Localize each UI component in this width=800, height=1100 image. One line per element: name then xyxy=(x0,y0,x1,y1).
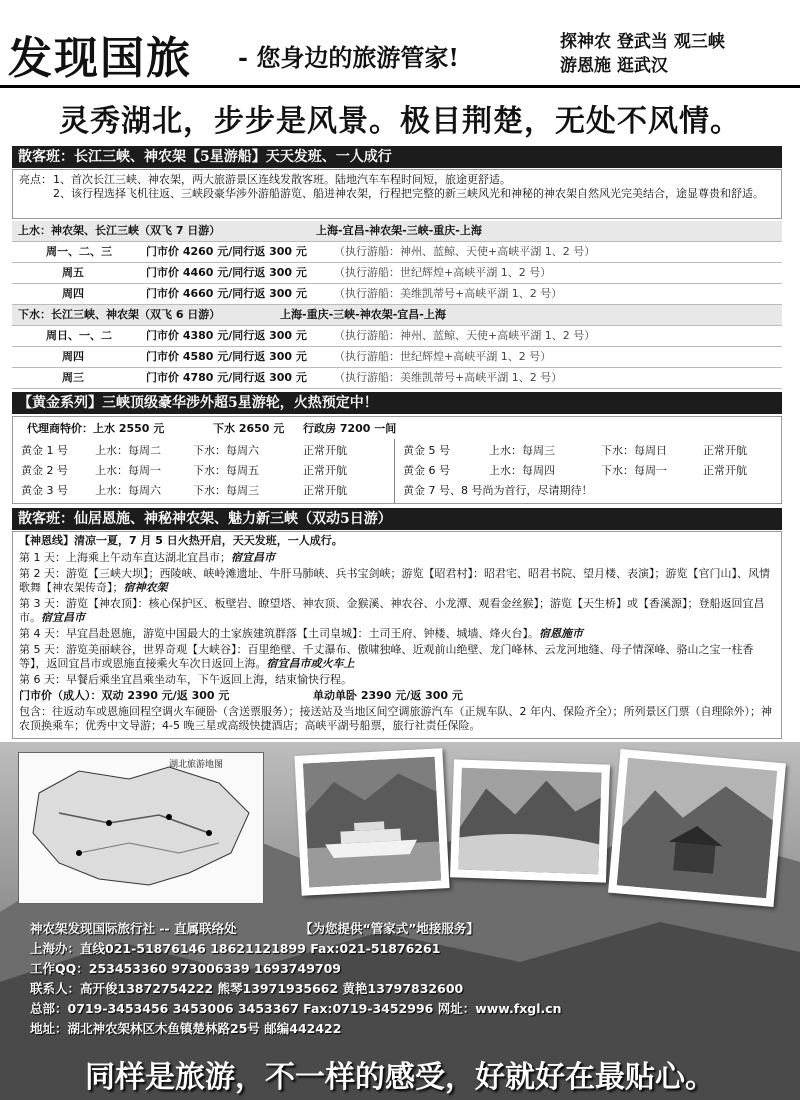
down-ship: （执行游船：神州、蓝鲸、天使+高峡平湖 1、2 号） xyxy=(334,329,596,342)
golden-ship-name: 黄金 5 号 xyxy=(403,444,450,457)
itinerary-day xyxy=(19,627,775,641)
golden-series xyxy=(12,416,782,504)
service-tag: 【为您提供“管家式”地接服务】 xyxy=(300,921,479,936)
photo-temple xyxy=(608,749,786,907)
header xyxy=(0,0,800,88)
up-row xyxy=(12,263,782,284)
up-title-row xyxy=(12,221,782,242)
address: 地址：湖北神农架林区木鱼镇楚林路25号 邮编442422 xyxy=(30,1021,342,1036)
shanghai-office: 上海办：直线021-51876146 18621121899 Fax:021-51876261 xyxy=(30,941,441,956)
admin-room: 行政房 7200 一间 xyxy=(303,422,397,435)
day-label: 第 6 天： xyxy=(19,673,66,686)
golden-up: 上水：每周一 xyxy=(95,464,161,477)
up-price: 门市价 4660 元/同行返 300 元 xyxy=(146,287,307,300)
golden-status: 正常开航 xyxy=(303,444,347,457)
up-day: 周四 xyxy=(62,287,84,300)
destinations-line-2: 游恩施 逛武汉 xyxy=(560,56,668,76)
day-text: 游览美丽峡谷，世界奇观【大峡谷】：百里绝壁、千丈瀑布、傲啸独峰、近观前山绝壁、龙门峰林、云龙河地缝、母子情深峰、骆山之宝一柱香等】，返回宜昌市或恩施直接乘火车次日返回上海。 xyxy=(19,643,754,670)
day-text: 上海乘上午动车直达湖北宜昌市； xyxy=(66,551,231,564)
golden-status: 正常开航 xyxy=(703,464,747,477)
agent-price: 代理商特价：上水 2550 元 xyxy=(27,422,165,435)
down-ship: （执行游船：世纪辉煌+高峡平湖 1、2 号） xyxy=(334,350,552,363)
down-title: 下水：长江三峡、神农架（双飞 6 日游） xyxy=(18,308,221,321)
up-day: 周一、二、三 xyxy=(46,245,112,258)
section-1-title: 散客班：长江三峡、神农架【5星游船】天天发班、一人成行 xyxy=(12,146,782,168)
up-price: 门市价 4260 元/同行返 300 元 xyxy=(146,245,307,258)
cruise-ship-image xyxy=(303,757,441,888)
down-route: 上海-重庆-三峡-神农架-宜昌-上海 xyxy=(280,308,446,321)
down-ship: （执行游船：美维凯蒂号+高峡平湖 1、2 号） xyxy=(334,371,563,384)
up-route: 上海-宜昌-神农架-三峡-重庆-上海 xyxy=(316,224,482,237)
golden-ship-name: 黄金 3 号 xyxy=(21,484,68,497)
up-row xyxy=(12,284,782,305)
column-divider xyxy=(394,439,395,503)
up-price: 门市价 4460 元/同行返 300 元 xyxy=(146,266,307,279)
section-3-title: 散客班：仙居恩施、神秘神农架、魅力新三峡（双动5日游） xyxy=(12,508,782,530)
golden-status: 正常开航 xyxy=(303,464,347,477)
footer-slogan: 同样是旅游，不一样的感受，好就好在最贴心。 xyxy=(85,1060,715,1095)
destinations xyxy=(560,30,796,78)
slogan: 灵秀湖北，步步是风景。极目荆楚，无处不风情。 xyxy=(59,104,741,139)
golden-ship-name: 黄金 6 号 xyxy=(403,464,450,477)
package-includes: 包含：往返动车或恩施回程空调火车硬卧（含送票服务）；接送站及当地区间空调旅游汽车（正规车队、2 年内、保险齐全）；所列景区门票（自理除外）；神农顶换乘车；优秀中文导游；4-5 晚三星或高级快捷酒店；高峡平湖号船票，旅行社责任保险。 xyxy=(19,705,772,732)
up-day: 周五 xyxy=(62,266,84,279)
day-label: 第 1 天： xyxy=(19,551,66,564)
temple-image xyxy=(617,758,778,899)
day-text: 早餐后乘坐宜昌乘坐动车，下午返回上海，结束愉快行程。 xyxy=(66,673,352,686)
price-single: 单动单卧 2390 元/返 300 元 xyxy=(313,689,463,702)
day-stay: 宿宜昌市或火车上 xyxy=(266,657,355,670)
down-day: 周四 xyxy=(62,350,84,363)
day-stay: 宿恩施市 xyxy=(539,627,583,640)
golden-status: 正常开航 xyxy=(303,484,347,497)
day-label: 第 2 天： xyxy=(19,567,66,580)
down-day: 周三 xyxy=(62,371,84,384)
golden-up: 上水：每周三 xyxy=(489,444,555,457)
itinerary-intro: 【神恩线】清凉一夏，7 月 5 日火热开启，天天发班，一人成行。 xyxy=(19,534,343,547)
price-label: 门市价（成人）：双动 2390 元/返 300 元 xyxy=(19,689,230,702)
day-text: 游览【三峡大坝】；西陵峡、峡岭滩遗址、牛肝马肺峡、兵书宝剑峡；游览【昭君村】：昭君宅、昭君书院、望月楼、表演】；游览【官门山】、风情歌舞【神农架传奇】； xyxy=(19,567,770,594)
itinerary-day xyxy=(19,551,775,565)
day-stay: 宿宜昌市 xyxy=(231,551,275,564)
itinerary-day xyxy=(19,567,775,595)
golden-down: 下水：每周三 xyxy=(193,484,259,497)
day-stay: 宿神农架 xyxy=(123,581,168,594)
golden-down: 下水：每周五 xyxy=(193,464,259,477)
down-title-row xyxy=(12,305,782,326)
day-text: 游览【神农顶】：核心保护区、板壁岩、瞭望塔、神农顶、金猴溪、神农谷、小龙潭、观看金丝猴】；游览【天生桥】或【香溪源】；登船返回宜昌市。 xyxy=(19,597,765,624)
golden-down: 下水：每周日 xyxy=(601,444,667,457)
day-stay: 宿宜昌市 xyxy=(41,611,85,624)
golden-note: 黄金 7 号、8 号尚为首行，尽请期待！ xyxy=(403,484,593,497)
headquarters: 总部：0719-3453456 3453006 3453367 Fax:0719-3452996 网址：www.fxgl.cn xyxy=(30,1001,562,1016)
section-2-title: 【黄金系列】三峡顶级豪华涉外超5星游轮，火热预定中！ xyxy=(12,392,782,414)
photo-gorge xyxy=(450,759,610,882)
itinerary-day xyxy=(19,673,775,687)
brand-title: 发现国旅 xyxy=(8,33,192,84)
itinerary-day xyxy=(19,643,775,671)
down-price: 门市价 4380 元/同行返 300 元 xyxy=(146,329,307,342)
company-name: 神农架发现国际旅行社 -- 直属联络处 xyxy=(30,921,237,936)
day-label: 第 4 天： xyxy=(19,627,66,640)
work-qq: 工作QQ：253453360 973006339 1693749709 xyxy=(30,961,341,976)
map-graphic xyxy=(19,753,263,903)
highlight-2: 2、该行程选择飞机往返、三峡段豪华涉外游船游览、船进神农架，行程把完整的新三峡风光和神秘的神农架自然风光完美结合，途显尊贵和舒适。 xyxy=(53,187,764,200)
up-ship: （执行游船：世纪辉煌+高峡平湖 1、2 号） xyxy=(334,266,552,279)
route-tables xyxy=(12,221,782,389)
highlight-1: 1、首次长江三峡、神农架，两大旅游景区连线发散客班。陆地汽车车程时间短，旅途更舒适。 xyxy=(53,173,511,186)
down-price: 门市价 4580 元/同行返 300 元 xyxy=(146,350,307,363)
day-label: 第 3 天： xyxy=(19,597,66,610)
down-row xyxy=(12,326,782,347)
golden-up: 上水：每周六 xyxy=(95,484,161,497)
itinerary xyxy=(12,531,782,739)
highlight-label: 亮点： xyxy=(19,173,52,186)
highlights xyxy=(12,169,782,219)
golden-down: 下水：每周一 xyxy=(601,464,667,477)
golden-down: 下水：每周六 xyxy=(193,444,259,457)
day-label: 第 5 天： xyxy=(19,643,66,656)
down-row xyxy=(12,368,782,389)
photo-cruise xyxy=(294,748,449,896)
down-day: 周日、一、二 xyxy=(46,329,112,342)
golden-status: 正常开航 xyxy=(703,444,747,457)
down-price: 门市价 4780 元/同行返 300 元 xyxy=(146,371,307,384)
hubei-map xyxy=(18,752,264,904)
golden-ship-name: 黄金 2 号 xyxy=(21,464,68,477)
up-title: 上水：神农架、长江三峡（双飞 7 日游） xyxy=(18,224,221,237)
golden-up: 上水：每周四 xyxy=(489,464,555,477)
itinerary-day xyxy=(19,597,775,625)
golden-ship-name: 黄金 1 号 xyxy=(21,444,68,457)
down-price: 下水 2650 元 xyxy=(213,422,285,435)
map-title: 湖北旅游地图 xyxy=(169,760,224,770)
tagline: - 您身边的旅游管家! xyxy=(238,43,459,72)
down-row xyxy=(12,347,782,368)
golden-up: 上水：每周二 xyxy=(95,444,161,457)
up-ship: （执行游船：神州、蓝鲸、天使+高峡平湖 1、2 号） xyxy=(334,245,596,258)
day-text: 早宜昌赴恩施，游览中国最大的土家族建筑群落【土司皇城】：土司王府、钟楼、城墙、烽火台】。 xyxy=(66,627,539,640)
destinations-line-1: 探神农 登武当 观三峡 xyxy=(560,32,725,52)
gorge-lake-image xyxy=(458,768,601,875)
up-ship: （执行游船：美维凯蒂号+高峡平湖 1、2 号） xyxy=(334,287,563,300)
up-row xyxy=(12,242,782,263)
contact-people: 联系人：高开俊13872754222 熊琴13971935662 黄艳13797832600 xyxy=(30,981,464,996)
